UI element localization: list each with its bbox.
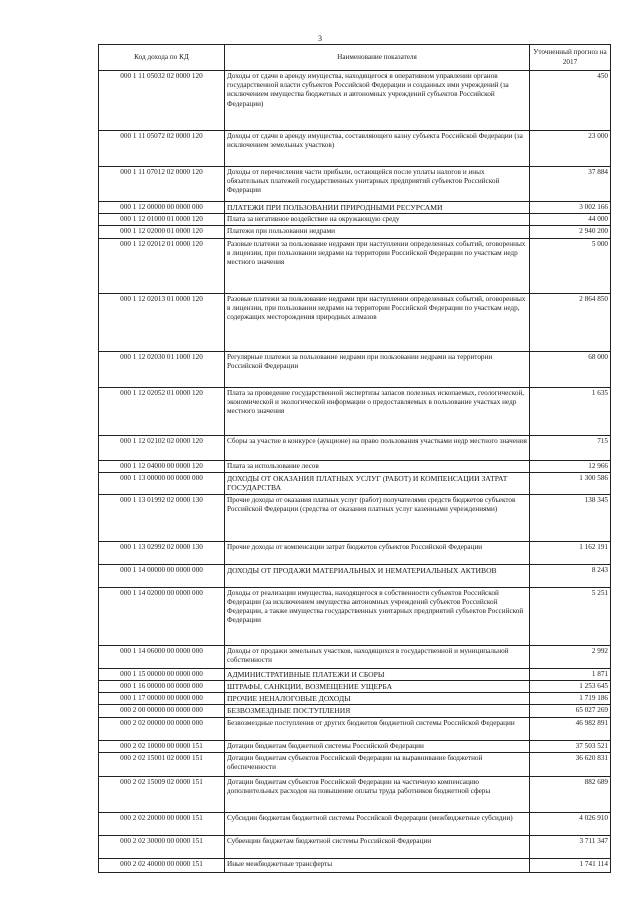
row-code: 000 1 16 00000 00 0000 000 <box>99 681 225 693</box>
row-name: Иные межбюджетные трансферты <box>225 858 530 872</box>
row-value: 1 741 114 <box>530 858 611 872</box>
row-value: 2 940 200 <box>530 226 611 238</box>
row-value: 5 000 <box>530 238 611 293</box>
row-code: 000 1 12 01000 01 0000 120 <box>99 214 225 226</box>
row-code: 000 1 11 05032 02 0000 120 <box>99 71 225 131</box>
row-value: 2 992 <box>530 645 611 668</box>
header-code: Код дохода по КД <box>99 45 225 71</box>
row-code: 000 1 17 00000 00 0000 000 <box>99 693 225 705</box>
row-value: 715 <box>530 435 611 460</box>
row-name: Платежи при пользовании недрами <box>225 226 530 238</box>
row-code: 000 2 02 40000 00 0000 151 <box>99 858 225 872</box>
row-code: 000 1 11 07012 02 0000 120 <box>99 167 225 202</box>
table-row <box>99 681 611 693</box>
row-name: Безвозмездные поступления от других бюджетов бюджетной системы Российской Федерации <box>225 717 530 740</box>
row-code: 000 1 12 02000 01 0000 120 <box>99 226 225 238</box>
table-row <box>99 460 611 472</box>
row-code: 000 2 02 30000 00 0000 151 <box>99 835 225 858</box>
page-number: 3 <box>318 34 322 43</box>
row-code: 000 2 02 00000 00 0000 000 <box>99 717 225 740</box>
row-value: 3 002 166 <box>530 202 611 214</box>
row-value: 882 689 <box>530 776 611 812</box>
row-name: Дотации бюджетам субъектов Российской Федерации на выравнивание бюджетной обеспеченности <box>225 752 530 776</box>
table-row <box>99 435 611 460</box>
row-value: 12 966 <box>530 460 611 472</box>
table-row <box>99 131 611 167</box>
table-row <box>99 752 611 776</box>
row-code: 000 1 12 02012 01 0000 120 <box>99 238 225 293</box>
row-name: Плата за негативное воздействие на окружающую среду <box>225 214 530 226</box>
row-name: Дотации бюджетам бюджетной системы Российской Федерации <box>225 740 530 752</box>
row-code: 000 1 13 00000 00 0000 000 <box>99 472 225 494</box>
row-value: 5 251 <box>530 587 611 645</box>
table-body <box>99 71 611 873</box>
row-value: 450 <box>530 71 611 131</box>
table-row <box>99 668 611 680</box>
table-row <box>99 351 611 387</box>
table-row <box>99 564 611 587</box>
row-name: ПЛАТЕЖИ ПРИ ПОЛЬЗОВАНИИ ПРИРОДНЫМИ РЕСУРСАМИ <box>225 202 530 214</box>
row-name: Доходы от сдачи в аренду имущества, составляющего казну субъекта Российской Федерации (за исключением земельных участков) <box>225 131 530 167</box>
row-code: 000 1 12 04000 00 0000 120 <box>99 460 225 472</box>
row-code: 000 2 02 15001 02 0000 151 <box>99 752 225 776</box>
row-name: Дотации бюджетам субъектов Российской Федерации на частичную компенсацию дополнительных расходов на повышение оплаты труда работников бюджетной сферы <box>225 776 530 812</box>
row-code: 000 2 02 20000 00 0000 151 <box>99 812 225 835</box>
table-row <box>99 812 611 835</box>
row-name: АДМИНИСТРАТИВНЫЕ ПЛАТЕЖИ И СБОРЫ <box>225 668 530 680</box>
table-row <box>99 202 611 214</box>
table-row <box>99 776 611 812</box>
row-value: 1 253 645 <box>530 681 611 693</box>
table-row <box>99 71 611 131</box>
row-name: Разовые платежи за пользование недрами при наступлении определенных событий, оговоренных в лицензии, при пользовании недрами на территории Российской Федерации по участкам недр местного значения <box>225 238 530 293</box>
table-row <box>99 387 611 435</box>
row-code: 000 1 12 02013 01 0000 120 <box>99 293 225 351</box>
header-value: Уточненный прогноз на 2017 <box>530 45 611 71</box>
revenue-table <box>98 44 611 873</box>
table-row <box>99 167 611 202</box>
row-code: 000 1 14 02000 00 0000 000 <box>99 587 225 645</box>
table-row <box>99 740 611 752</box>
row-name: ШТРАФЫ, САНКЦИИ, ВОЗМЕЩЕНИЕ УЩЕРБА <box>225 681 530 693</box>
table-row <box>99 238 611 293</box>
row-name: Плата за использование лесов <box>225 460 530 472</box>
row-name: Доходы от реализации имущества, находящегося в собственности субъектов Российской Федерации (за исключением имущества автономных учреждений субъектов Российской Федерации, а также имущества государственных унитарных предприятий субъектов Российской Федерации <box>225 587 530 645</box>
row-code: 000 1 12 00000 00 0000 000 <box>99 202 225 214</box>
row-name: Прочие доходы от оказания платных услуг (работ) получателями средств бюджетов субъектов Российской Федерации (средства от оказания платных услуг казенными учреждениями) <box>225 494 530 541</box>
row-value: 1 719 186 <box>530 693 611 705</box>
row-name: Регулярные платежи за пользование недрами при пользовании недрами на территории Российской Федерации <box>225 351 530 387</box>
row-value: 1 162 191 <box>530 541 611 564</box>
row-name: Доходы от перечисления части прибыли, остающейся после уплаты налогов и иных обязательных платежей государственных унитарных предприятий субъектов Российской Федерации <box>225 167 530 202</box>
table-row <box>99 835 611 858</box>
table-row <box>99 705 611 717</box>
row-code: 000 1 15 00000 00 0000 000 <box>99 668 225 680</box>
row-value: 37 503 521 <box>530 740 611 752</box>
row-code: 000 2 02 10000 00 0000 151 <box>99 740 225 752</box>
row-value: 4 026 910 <box>530 812 611 835</box>
row-value: 46 982 891 <box>530 717 611 740</box>
row-value: 68 000 <box>530 351 611 387</box>
row-name: Доходы от сдачи в аренду имущества, находящегося в оперативном управлении органов государственной власти субъектов Российской Федерации и созданных ими учреждений (за исключением имущества бюджетных и автономных учреждений субъектов Российской Федерации) <box>225 71 530 131</box>
row-value: 37 884 <box>530 167 611 202</box>
row-name: Плата за проведение государственной экспертизы запасов полезных ископаемых, геологической, экономической и экологической информации о предоставляемых в пользование участках недр местного значения <box>225 387 530 435</box>
row-value: 1 300 586 <box>530 472 611 494</box>
row-value: 36 620 831 <box>530 752 611 776</box>
table-row <box>99 293 611 351</box>
row-value: 1 871 <box>530 668 611 680</box>
table-row <box>99 693 611 705</box>
row-value: 23 000 <box>530 131 611 167</box>
row-name: БЕЗВОЗМЕЗДНЫЕ ПОСТУПЛЕНИЯ <box>225 705 530 717</box>
table-row <box>99 587 611 645</box>
row-value: 65 027 269 <box>530 705 611 717</box>
row-value: 3 711 347 <box>530 835 611 858</box>
table-row <box>99 472 611 494</box>
row-code: 000 1 11 05072 02 0000 120 <box>99 131 225 167</box>
row-code: 000 2 02 15009 02 0000 151 <box>99 776 225 812</box>
table-row <box>99 541 611 564</box>
row-name: Сборы за участие в конкурсе (аукционе) на право пользования участками недр местного значения <box>225 435 530 460</box>
table-row <box>99 494 611 541</box>
row-name: Субвенции бюджетам бюджетной системы Российской Федерации <box>225 835 530 858</box>
row-code: 000 1 14 00000 00 0000 000 <box>99 564 225 587</box>
row-code: 000 1 14 06000 00 0000 000 <box>99 645 225 668</box>
table-row <box>99 226 611 238</box>
table-row <box>99 214 611 226</box>
table-row <box>99 717 611 740</box>
table-row <box>99 858 611 872</box>
row-name: ДОХОДЫ ОТ ОКАЗАНИЯ ПЛАТНЫХ УСЛУГ (РАБОТ) И КОМПЕНСАЦИИ ЗАТРАТ ГОСУДАРСТВА <box>225 472 530 494</box>
row-value: 138 345 <box>530 494 611 541</box>
row-name: Разовые платежи за пользование недрами при наступлении определенных событий, оговоренных в лицензии, при пользовании недрами на территории Российской Федерации по участкам недр, содержащих месторождения природных алмазов <box>225 293 530 351</box>
row-name: Прочие доходы от компенсации затрат бюджетов субъектов Российской Федерации <box>225 541 530 564</box>
row-code: 000 2 00 00000 00 0000 000 <box>99 705 225 717</box>
row-code: 000 1 12 02052 01 0000 120 <box>99 387 225 435</box>
row-value: 8 243 <box>530 564 611 587</box>
header-name: Наименование показателя <box>225 45 530 71</box>
row-name: ПРОЧИЕ НЕНАЛОГОВЫЕ ДОХОДЫ <box>225 693 530 705</box>
row-value: 2 864 850 <box>530 293 611 351</box>
row-name: Доходы от продажи земельных участков, находящихся в государственной и муниципальной собственности <box>225 645 530 668</box>
row-value: 1 635 <box>530 387 611 435</box>
row-code: 000 1 13 01992 02 0000 130 <box>99 494 225 541</box>
row-name: ДОХОДЫ ОТ ПРОДАЖИ МАТЕРИАЛЬНЫХ И НЕМАТЕРИАЛЬНЫХ АКТИВОВ <box>225 564 530 587</box>
table-row <box>99 645 611 668</box>
table-header-row <box>99 45 611 71</box>
row-value: 44 000 <box>530 214 611 226</box>
row-code: 000 1 12 02102 02 0000 120 <box>99 435 225 460</box>
row-code: 000 1 13 02992 02 0000 130 <box>99 541 225 564</box>
row-name: Субсидии бюджетам бюджетной системы Российской Федерации (межбюджетные субсидии) <box>225 812 530 835</box>
row-code: 000 1 12 02030 01 1000 120 <box>99 351 225 387</box>
